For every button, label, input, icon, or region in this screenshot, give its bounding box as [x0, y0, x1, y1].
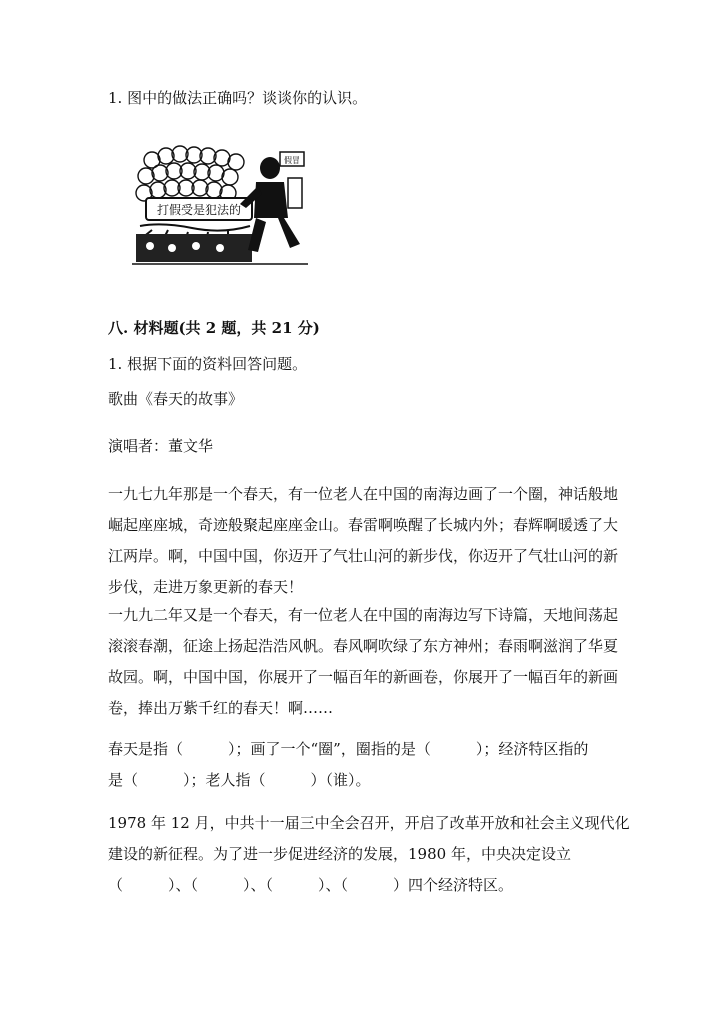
- fill-blank-question-1: [108, 734, 608, 796]
- lyrics-line: 步伐，走进万象更新的春天！: [108, 578, 304, 596]
- singer-line: 演唱者：董文华: [108, 437, 214, 455]
- lyrics-line: 卷，捧出万紫千红的春天！啊……: [108, 699, 334, 717]
- banner-text: 打假受是犯法的: [156, 203, 242, 217]
- lyrics-line: 崛起座座城，奇迹般聚起座座金山。春雷啊唤醒了长城内外；春辉啊暖透了大: [108, 516, 619, 534]
- lyrics-stanza-2: [108, 600, 619, 724]
- section-title: 八. 材料题(共 2 题，共 21 分): [108, 319, 320, 337]
- cartoon-illustration: [132, 138, 308, 268]
- lyrics-line: 滚滚春潮，征途上扬起浩浩风帆。春风啊吹绿了东方神州；春雨啊滋润了华夏: [108, 637, 619, 655]
- lyrics-line: 江两岸。啊，中国中国，你迈开了气壮山河的新步伐，你迈开了气壮山河的新: [108, 547, 619, 565]
- question-line: 1978 年 12 月，中共十一届三中全会召开，开启了改革开放和社会主义现代化: [108, 814, 630, 832]
- lyrics-line: 故园。啊，中国中国，你展开了一幅百年的新画卷，你展开了一幅百年的新画: [108, 668, 619, 686]
- lyrics-line: 一九七九年那是一个春天，有一位老人在中国的南海边画了一个圈，神话般地: [108, 485, 619, 503]
- question-line: 春天是指（ ）；画了一个“圈”，圈指的是（ ）；经济特区指的: [108, 740, 589, 758]
- question-prompt: 1. 根据下面的资料回答问题。: [108, 355, 308, 373]
- previous-question-text: 1. 图中的做法正确吗？谈谈你的认识。: [108, 89, 368, 107]
- fill-blank-question-2: [108, 808, 630, 901]
- lyrics-line: 一九九二年又是一个春天，有一位老人在中国的南海边写下诗篇，天地间荡起: [108, 606, 619, 624]
- lyrics-stanza-1: [108, 479, 619, 603]
- question-line: （ ）、（ ）、（ ）、（ ）四个经济特区。: [108, 876, 514, 894]
- question-line: 是（ ）；老人指（ ）（谁）。: [108, 771, 371, 789]
- song-title: 歌曲《春天的故事》: [108, 390, 244, 408]
- sign-text: 假冒: [284, 156, 300, 165]
- question-line: 建设的新征程。为了进一步促进经济的发展，1980 年，中央决定设立: [108, 845, 571, 863]
